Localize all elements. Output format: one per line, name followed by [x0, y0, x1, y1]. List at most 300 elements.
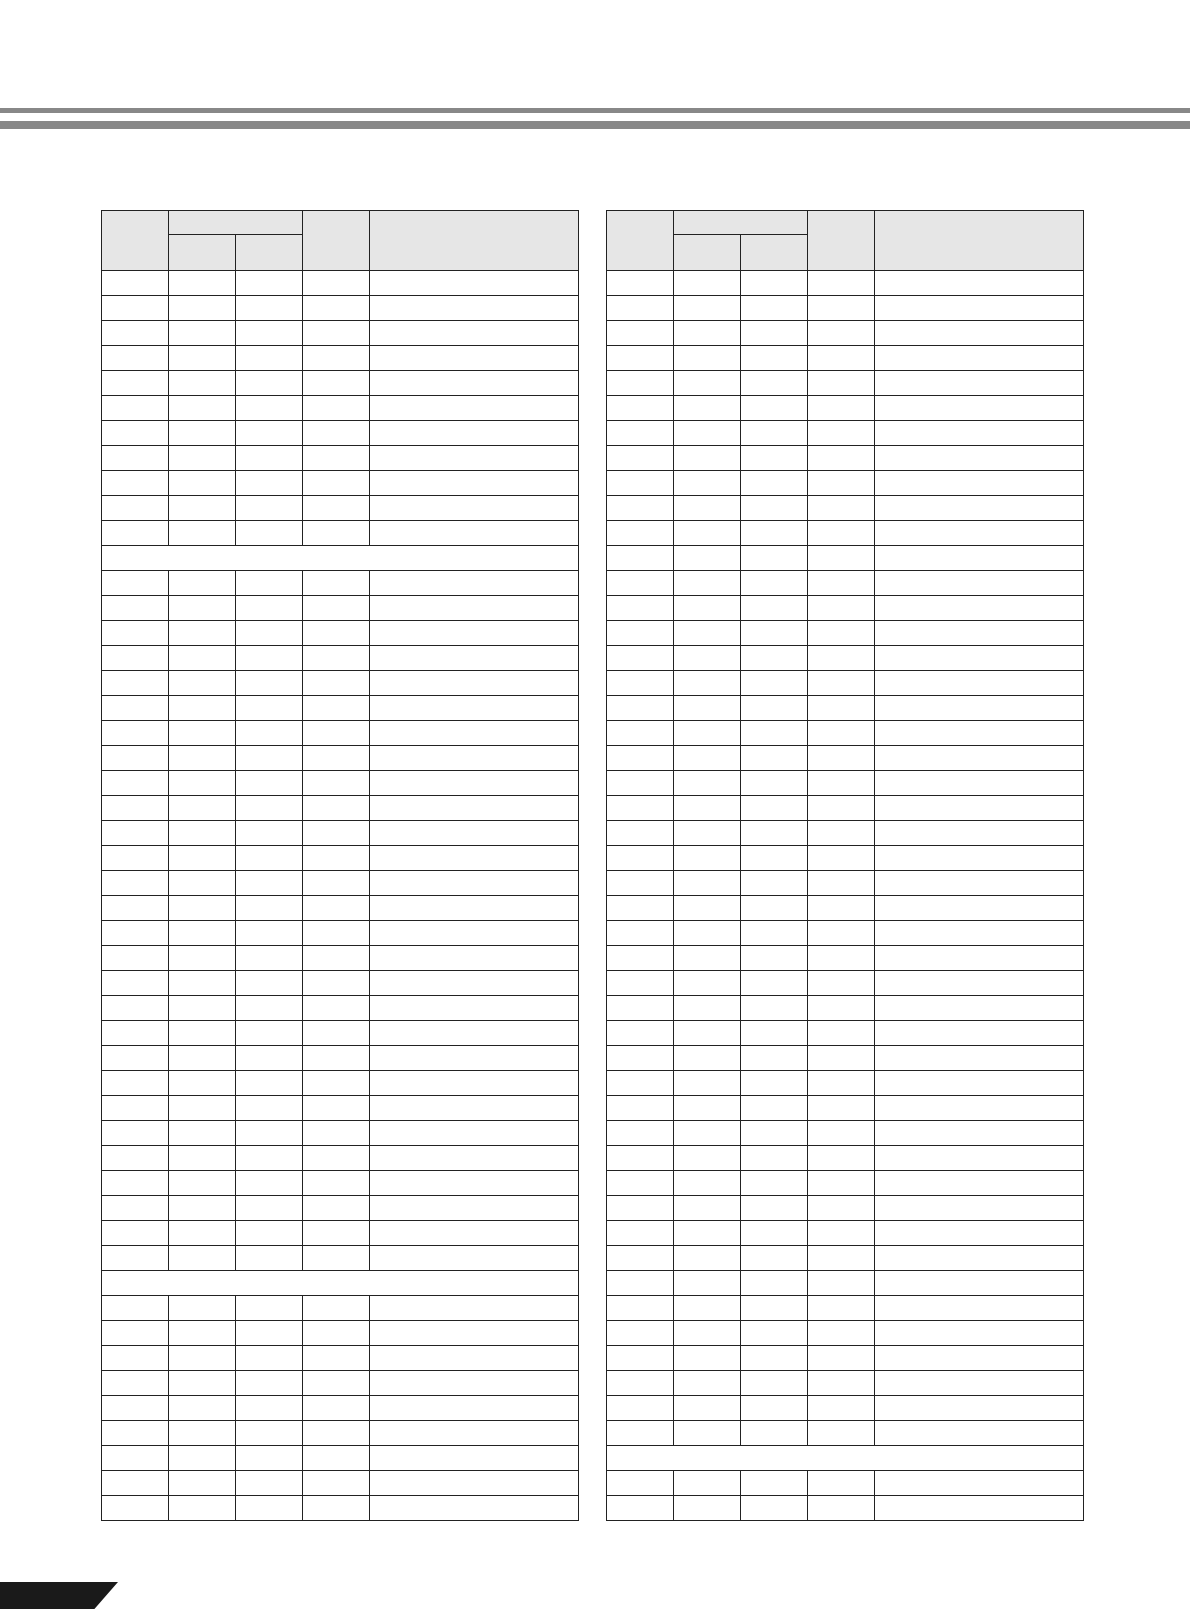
table-row [102, 346, 579, 371]
table-cell [875, 1096, 1084, 1121]
table-cell [674, 521, 741, 546]
table-cell [370, 1021, 579, 1046]
table-cell [169, 396, 236, 421]
table-cell [236, 1146, 303, 1171]
table-cell [674, 346, 741, 371]
table-cell [236, 771, 303, 796]
table-cell [236, 1321, 303, 1346]
table-cell [741, 1321, 808, 1346]
table-cell [875, 1296, 1084, 1321]
table-cell [607, 296, 674, 321]
table-cell [674, 1421, 741, 1446]
table-cell [370, 271, 579, 296]
table-cell [303, 621, 370, 646]
table-cell [370, 1196, 579, 1221]
table-cell [607, 746, 674, 771]
table-cell [808, 396, 875, 421]
table-cell [875, 846, 1084, 871]
table-cell [169, 446, 236, 471]
table-cell [102, 871, 169, 896]
table-cell [236, 596, 303, 621]
table-cell [674, 996, 741, 1021]
table-cell [102, 496, 169, 521]
table-cell [607, 1346, 674, 1371]
table-cell [674, 1146, 741, 1171]
table-cell [370, 821, 579, 846]
table-cell [303, 821, 370, 846]
table-cell [169, 621, 236, 646]
table-cell [169, 346, 236, 371]
table-cell [741, 1296, 808, 1321]
table-cell [674, 671, 741, 696]
table-cell [370, 896, 579, 921]
table-cell [875, 1146, 1084, 1171]
table-cell [236, 571, 303, 596]
table-cell [607, 346, 674, 371]
table-cell [102, 1421, 169, 1446]
table-cell [303, 996, 370, 1021]
table-cell [607, 1421, 674, 1446]
table-cell [808, 846, 875, 871]
table-row [102, 1371, 579, 1396]
table-row [102, 1146, 579, 1171]
table-cell [303, 1471, 370, 1496]
table-cell [102, 646, 169, 671]
table-cell [236, 1071, 303, 1096]
table-cell [808, 446, 875, 471]
table-cell [808, 646, 875, 671]
table-cell [674, 846, 741, 871]
table-cell [674, 621, 741, 646]
table-cell [303, 396, 370, 421]
table-row [607, 446, 1084, 471]
table-cell [102, 696, 169, 721]
table-cell [102, 521, 169, 546]
table-row [607, 321, 1084, 346]
table-row [102, 1396, 579, 1421]
table-cell [808, 1321, 875, 1346]
table-cell [741, 846, 808, 871]
table-row [102, 396, 579, 421]
table-cell [808, 1121, 875, 1146]
table-cell [102, 946, 169, 971]
table-row [102, 721, 579, 746]
table-cell [741, 321, 808, 346]
table-cell [303, 896, 370, 921]
table-cell [674, 1271, 741, 1296]
table-cell [875, 1221, 1084, 1246]
table-cell [808, 721, 875, 746]
table-cell [607, 596, 674, 621]
table-cell [607, 1121, 674, 1146]
table-cell [236, 321, 303, 346]
table-cell [875, 1271, 1084, 1296]
table-row [607, 521, 1084, 546]
table-row [607, 1496, 1084, 1521]
table-cell [303, 1421, 370, 1446]
table-row [102, 1121, 579, 1146]
table-cell [875, 396, 1084, 421]
table-row [607, 721, 1084, 746]
table-cell [370, 1471, 579, 1496]
table-cell [808, 771, 875, 796]
table-cell [303, 1321, 370, 1346]
table-cell [607, 1396, 674, 1421]
table-cell [370, 421, 579, 446]
table-cell [370, 1321, 579, 1346]
table-cell [303, 696, 370, 721]
table-cell [169, 971, 236, 996]
table-cell [102, 996, 169, 1021]
table-cell [102, 1321, 169, 1346]
table-cell [741, 696, 808, 721]
table-cell [607, 1296, 674, 1321]
table-cell [607, 846, 674, 871]
table-cell [169, 746, 236, 771]
table-cell [808, 1371, 875, 1396]
table-cell [303, 796, 370, 821]
table-cell [808, 1271, 875, 1296]
table-cell [674, 721, 741, 746]
table-cell [169, 1296, 236, 1321]
table-row [607, 1071, 1084, 1096]
table-cell [169, 921, 236, 946]
table-row [102, 1021, 579, 1046]
table-row [607, 471, 1084, 496]
table-cell [674, 446, 741, 471]
table-cell [303, 1046, 370, 1071]
table-cell [674, 496, 741, 521]
table-cell [808, 296, 875, 321]
table-cell [169, 696, 236, 721]
table-cell [875, 946, 1084, 971]
table-cell [607, 1221, 674, 1246]
table-cell [741, 546, 808, 571]
table-cell [169, 321, 236, 346]
table-row [102, 646, 579, 671]
table-cell [370, 996, 579, 1021]
table-cell [236, 1296, 303, 1321]
table-cell [303, 371, 370, 396]
table-cell [607, 696, 674, 721]
table-cell [674, 1496, 741, 1521]
table-cell [674, 921, 741, 946]
table-cell [808, 621, 875, 646]
table-cell [607, 871, 674, 896]
header-rule-thin [0, 108, 1190, 113]
table-cell [236, 946, 303, 971]
table-cell [169, 1046, 236, 1071]
table-cell [607, 671, 674, 696]
table-cell [370, 521, 579, 546]
table-cell [169, 796, 236, 821]
table-row [607, 421, 1084, 446]
table-row [607, 1296, 1084, 1321]
table-row [607, 346, 1084, 371]
table-cell [875, 571, 1084, 596]
table-cell [102, 746, 169, 771]
table-cell [169, 996, 236, 1021]
table-cell [674, 771, 741, 796]
table-cell [674, 1371, 741, 1396]
table-row [102, 671, 579, 696]
table-cell [808, 996, 875, 1021]
table-cell [741, 1396, 808, 1421]
table-cell [808, 946, 875, 971]
table-cell [808, 1296, 875, 1321]
table-cell [674, 1071, 741, 1096]
table-cell [303, 346, 370, 371]
table-cell [102, 1071, 169, 1096]
table-cell [236, 996, 303, 1021]
table-cell [303, 1196, 370, 1221]
table-cell [303, 1146, 370, 1171]
table-cell [607, 421, 674, 446]
table-cell [808, 346, 875, 371]
table-cell [741, 771, 808, 796]
section-row [607, 1446, 1084, 1471]
table-row [607, 1271, 1084, 1296]
table-cell [102, 371, 169, 396]
table-cell [370, 1421, 579, 1446]
table-cell [236, 1171, 303, 1196]
table-row [607, 1321, 1084, 1346]
table-cell [236, 821, 303, 846]
table-cell [169, 846, 236, 871]
table-cell [102, 1146, 169, 1171]
table-cell [741, 396, 808, 421]
table-cell [808, 796, 875, 821]
table-cell [808, 671, 875, 696]
table-cell [303, 946, 370, 971]
header-cell-col1 [607, 211, 674, 271]
table-cell [370, 1121, 579, 1146]
table-cell [741, 346, 808, 371]
table-cell [370, 621, 579, 646]
table-cell [741, 921, 808, 946]
header-rule-thick [0, 121, 1190, 129]
table-cell [741, 371, 808, 396]
table-cell [102, 896, 169, 921]
table-cell [102, 1171, 169, 1196]
table-cell [169, 871, 236, 896]
table-cell [808, 871, 875, 896]
table-cell [875, 871, 1084, 896]
table-cell [741, 1171, 808, 1196]
table-cell [741, 471, 808, 496]
table-cell [370, 1446, 579, 1471]
table-cell [741, 421, 808, 446]
table-cell [741, 971, 808, 996]
table-cell [741, 1021, 808, 1046]
table-cell [741, 1371, 808, 1396]
table-cell [674, 821, 741, 846]
table-cell [741, 996, 808, 1021]
table-row [607, 1096, 1084, 1121]
table-cell [169, 1371, 236, 1396]
table-cell [808, 371, 875, 396]
table-cell [370, 871, 579, 896]
table-cell [875, 1246, 1084, 1271]
table-cell [236, 796, 303, 821]
table-cell [169, 596, 236, 621]
table-cell [674, 871, 741, 896]
table-cell [370, 796, 579, 821]
table-cell [303, 471, 370, 496]
table-cell [102, 1021, 169, 1046]
header-subcell-b [236, 235, 303, 271]
table-cell [236, 671, 303, 696]
table-row [607, 1396, 1084, 1421]
table-cell [674, 1321, 741, 1346]
table-cell [169, 1246, 236, 1271]
table-cell [236, 271, 303, 296]
table-cell [808, 1071, 875, 1096]
table-cell [875, 1421, 1084, 1446]
table-cell [875, 821, 1084, 846]
table-cell [808, 1421, 875, 1446]
table-cell [674, 596, 741, 621]
table-cell [370, 346, 579, 371]
table-cell [169, 1471, 236, 1496]
table-cell [674, 896, 741, 921]
table-row [102, 771, 579, 796]
table-row [102, 496, 579, 521]
table-cell [303, 596, 370, 621]
table-cell [236, 1021, 303, 1046]
table-cell [303, 646, 370, 671]
table-grid [101, 210, 579, 1521]
table-grid [606, 210, 1084, 1521]
table-cell [303, 296, 370, 321]
table-cell [169, 1421, 236, 1446]
table-cell [808, 971, 875, 996]
table-cell [102, 346, 169, 371]
table-row [102, 1221, 579, 1246]
section-row [102, 1271, 579, 1296]
table-cell [102, 621, 169, 646]
table-cell [808, 321, 875, 346]
table-cell [875, 1171, 1084, 1196]
table-cell [607, 996, 674, 1021]
table-cell [875, 1396, 1084, 1421]
table-cell [674, 646, 741, 671]
table-cell [607, 1146, 674, 1171]
table-cell [607, 1071, 674, 1096]
table-cell [169, 496, 236, 521]
table-cell [303, 746, 370, 771]
table-row [102, 1246, 579, 1271]
table-cell [236, 896, 303, 921]
table-cell [303, 871, 370, 896]
table-cell [741, 796, 808, 821]
table-cell [875, 546, 1084, 571]
table-cell [303, 571, 370, 596]
table-cell [102, 1371, 169, 1396]
table-cell [370, 746, 579, 771]
table-cell [674, 746, 741, 771]
table-row [607, 296, 1084, 321]
table-cell [102, 296, 169, 321]
table-cell [674, 971, 741, 996]
table-cell [607, 896, 674, 921]
table-cell [808, 1196, 875, 1221]
table-cell [236, 721, 303, 746]
table-cell [808, 746, 875, 771]
table-cell [875, 1196, 1084, 1221]
table-cell [808, 1021, 875, 1046]
table-cell [674, 371, 741, 396]
table-cell [169, 646, 236, 671]
table-cell [370, 1346, 579, 1371]
table-cell [169, 1021, 236, 1046]
table-cell [875, 671, 1084, 696]
table-row [607, 546, 1084, 571]
header-cell-group [169, 211, 303, 235]
table-cell [102, 1396, 169, 1421]
table-cell [102, 1246, 169, 1271]
table-cell [875, 771, 1084, 796]
section-row [102, 546, 579, 571]
table-cell [102, 321, 169, 346]
table-cell [875, 346, 1084, 371]
table-cell [236, 1346, 303, 1371]
table-cell [808, 1046, 875, 1071]
table-cell [102, 571, 169, 596]
table-cell [236, 1371, 303, 1396]
table-row [102, 1346, 579, 1371]
table-cell [607, 771, 674, 796]
table-cell [741, 946, 808, 971]
table-cell [607, 396, 674, 421]
table-cell [808, 1146, 875, 1171]
table-cell [674, 1171, 741, 1196]
table-cell [607, 1496, 674, 1521]
table-cell [102, 1346, 169, 1371]
table-cell [674, 571, 741, 596]
table-cell [236, 1221, 303, 1246]
table-row [607, 971, 1084, 996]
table-row [102, 1196, 579, 1221]
table-cell [236, 921, 303, 946]
table-cell [102, 1296, 169, 1321]
table-cell [875, 696, 1084, 721]
table-cell [875, 896, 1084, 921]
table-cell [741, 1071, 808, 1096]
table-row [607, 1471, 1084, 1496]
table-row [102, 996, 579, 1021]
table-cell [741, 1196, 808, 1221]
table-cell [607, 496, 674, 521]
table-cell [303, 1021, 370, 1046]
table-cell [370, 446, 579, 471]
table-cell [303, 771, 370, 796]
table-cell [741, 1221, 808, 1246]
table-row [102, 446, 579, 471]
table-cell [370, 696, 579, 721]
table-cell [303, 671, 370, 696]
table-row [102, 921, 579, 946]
table-row [102, 1446, 579, 1471]
table-cell [674, 946, 741, 971]
table-cell [607, 321, 674, 346]
table-cell [236, 421, 303, 446]
table-row [102, 871, 579, 896]
table-cell [808, 1471, 875, 1496]
table-cell [808, 421, 875, 446]
table-row [607, 696, 1084, 721]
table-cell [236, 621, 303, 646]
